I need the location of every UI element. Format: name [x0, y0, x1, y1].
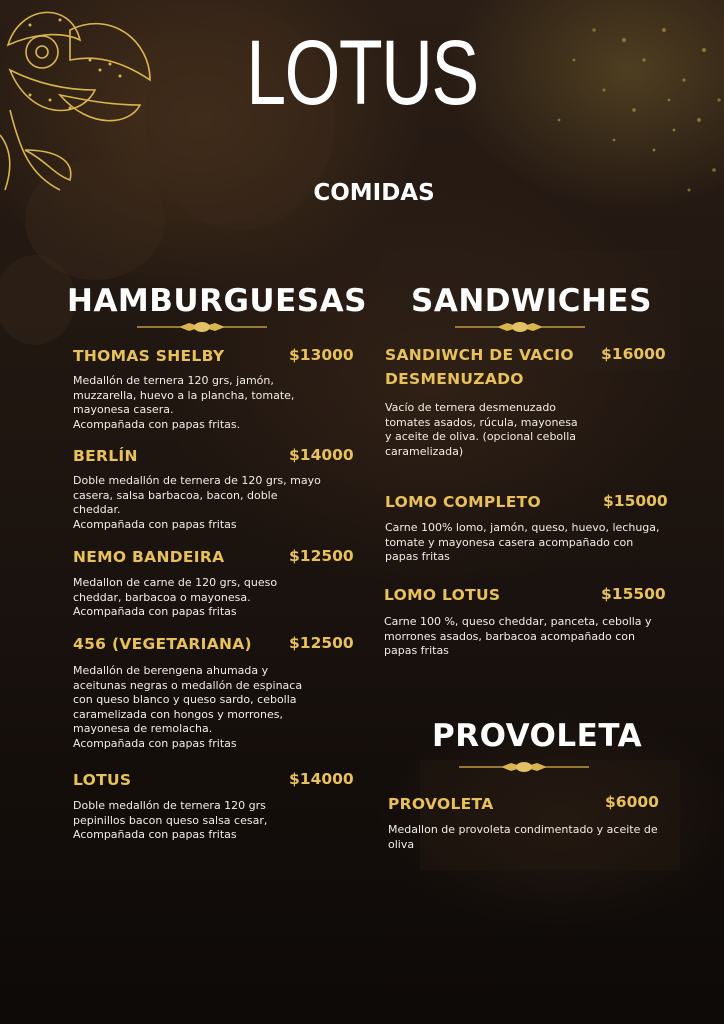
menu-item-name: THOMAS SHELBY — [73, 347, 225, 365]
gold-divider — [137, 321, 267, 333]
menu-item-price: $12500 — [289, 547, 354, 565]
menu-item-description: Medallon de provoleta condimentado y aceite de oliva — [388, 823, 658, 851]
menu-item-price: $15500 — [601, 585, 666, 603]
menu-item-description: Medallón de ternera 120 grs, jamón, muzzarella, huevo a la plancha, tomate, mayonesa casera. Acompañada con papas fritas. — [73, 374, 295, 431]
menu-item-description: Medallon de carne de 120 grs, queso cheddar, barbacoa o mayonesa. Acompañada con papas fritas — [73, 576, 278, 619]
menu-item-name: LOMO LOTUS — [384, 586, 501, 604]
section-title-provoleta: PROVOLETA — [432, 718, 643, 754]
menu-item-price: $16000 — [601, 345, 666, 363]
brand-logo: LOTUS — [246, 22, 478, 124]
menu-item-name: LOTUS — [73, 771, 132, 789]
menu-item-price: $15000 — [603, 492, 668, 510]
menu-item-description: Medallón de berengena ahumada y aceitunas negras o medallón de espinaca con queso blanco y queso sardo, cebolla caramelizada con hongos y morrones, mayonesa de remolacha. Acompañada con papas fritas — [73, 664, 303, 750]
menu-item-description: Doble medallón de ternera 120 grs pepinillos bacon queso salsa cesar, Acompañada con papas fritas — [73, 799, 268, 842]
menu-item-name: PROVOLETA — [388, 795, 494, 813]
menu-item-name: NEMO BANDEIRA — [73, 548, 225, 566]
menu-item-name: 456 (VEGETARIANA) — [73, 635, 252, 653]
menu-item-price: $13000 — [289, 346, 354, 364]
menu-subtitle: COMIDAS — [313, 180, 435, 206]
menu-item-name: SANDIWCH DE VACIO DESMENUZADO — [385, 346, 574, 388]
menu-item-price: $12500 — [289, 634, 354, 652]
gold-divider — [459, 761, 589, 773]
menu-item-name: BERLÍN — [73, 447, 138, 465]
menu-item-name: LOMO COMPLETO — [385, 493, 541, 511]
menu-item-price: $14000 — [289, 446, 354, 464]
menu-item-description: Carne 100% lomo, jamón, queso, huevo, lechuga, tomate y mayonesa casera acompañado con papas fritas — [385, 521, 660, 564]
menu-item-price: $6000 — [605, 793, 659, 811]
section-title-hamburguesas: HAMBURGUESAS — [67, 283, 367, 319]
menu-item-description: Carne 100 %, queso cheddar, panceta, cebolla y morrones asados, barbacoa acompañado con papas fritas — [384, 615, 652, 658]
menu-item-description: Vacío de ternera desmenuzado tomates asados, rúcula, mayonesa y aceite de oliva. (opcional cebolla caramelizada) — [385, 401, 578, 458]
menu-item-description: Doble medallón de ternera de 120 grs, mayo casera, salsa barbacoa, bacon, doble cheddar. Acompañada con papas fritas — [73, 474, 321, 531]
menu-item-price: $14000 — [289, 770, 354, 788]
section-title-sandwiches: SANDWICHES — [411, 283, 652, 319]
gold-divider — [455, 321, 585, 333]
